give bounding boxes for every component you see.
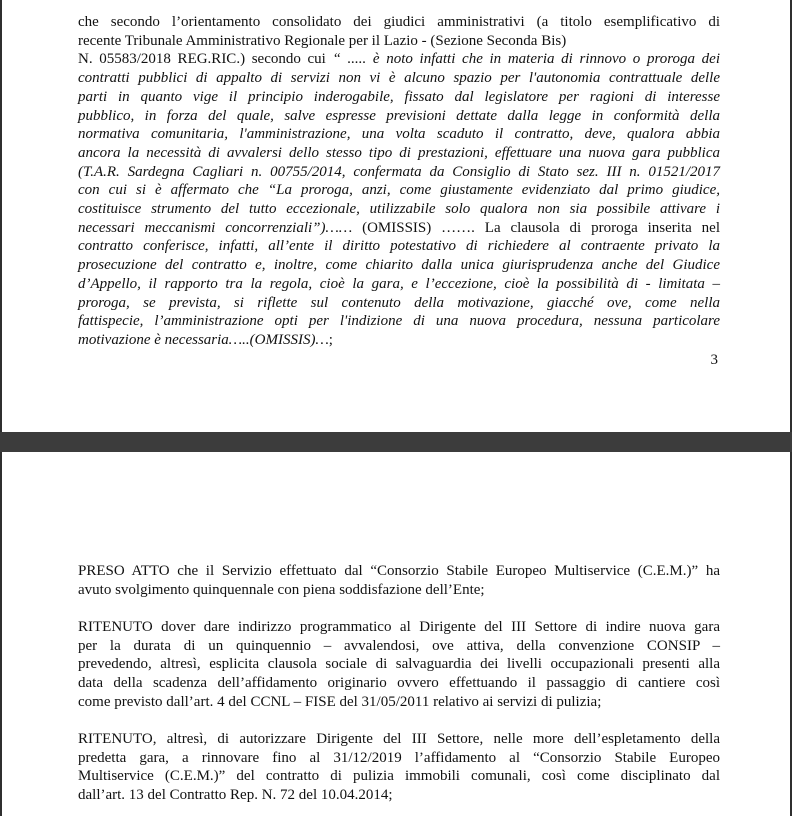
text-line: N. 05583/2018 REG.RIC.) secondo cui “ ..... è noto infatti che in materia di rinnovo o proroga dei <box>78 51 720 68</box>
text-line: con cui si è affermato che “La proroga, anzi, come giustamente evidenziato dal primo giudice, <box>78 182 720 199</box>
page-number: 3 <box>710 352 718 368</box>
paragraph-preso-atto <box>78 562 720 599</box>
text-line: per la durata di un quinquennio – avvalendosi, ove attiva, della convenzione CONSIP – <box>78 637 720 654</box>
text-line: predetta gara, a rinnovare fino al 31/12/2019 l’affidamento al “Consorzio Stabile Europeo <box>78 749 720 766</box>
text-line: normativa comunitaria, l'amministrazione, una volta scaduto il contratto, deve, qualora abbia <box>78 126 720 143</box>
text-line: come previsto dall’art. 4 del CCNL – FISE del 31/05/2011 relativo ai servizi di pulizia; <box>78 693 602 710</box>
legal-citation-text <box>78 13 720 350</box>
text-line: d’Appello, il rapporto tra la regola, cioè la gara, e l’eccezione, cioè la possibilità di - limitata – <box>78 275 720 292</box>
text-line: recente Tribunale Amministrativo Regionale per il Lazio - (Sezione Seconda Bis) <box>78 32 567 49</box>
text-line: costituisce strumento del tutto eccezionale, utilizzabile solo qualora non sia possibile attivare i <box>78 201 720 218</box>
text-line: prosecuzione del contratto e, inoltre, come chiarito dalla unica giurisprudenza anche del Giudice <box>78 257 720 274</box>
text-line: data della scadenza dell’affidamento originario ovvero effettuando il passaggio di cantiere così <box>78 675 720 692</box>
paragraph-ritenuto-indirizzo <box>78 618 720 712</box>
text-line: motivazione è necessaria…..(OMISSIS)…; <box>78 331 333 348</box>
text-line: pubblico, in forza del quale, salve espresse previsioni dettate dalla legge in conformità della <box>78 107 720 124</box>
paragraph-ritenuto-autorizzare <box>78 730 720 805</box>
text-line: Multiservice (C.E.M.)” del contratto di pulizia immobili comunali, così come disciplinato dal <box>78 768 720 785</box>
text-line: parti in quanto vige il principio inderogabile, fissato dal legislatore per ragioni di interesse <box>78 88 720 105</box>
text-line: proroga, se prevista, si riflette sul contenuto della motivazione, giacché ove, come nella <box>78 294 720 311</box>
text-line: fattispecie, l’amministrazione opti per l'indizione di una nuova procedura, nessuna particolare <box>78 313 720 330</box>
text-line: contratti pubblici di appalto di servizi non vi è alcuno spazio per l'autonomia contrattuale delle <box>78 70 720 87</box>
page-edge <box>0 452 2 816</box>
text-line: necessari meccanismi concorrenziali”)…… (OMISSIS) ……. La clausola di proroga inserita nel <box>78 219 720 236</box>
text-line: dall’art. 13 del Contratto Rep. N. 72 del 10.04.2014; <box>78 787 393 804</box>
text-line: prevedendo, altresì, esplicita clausola sociale di salvaguardia dei livelli occupazionali presenti alla <box>78 656 720 673</box>
text-line: che secondo l’orientamento consolidato dei giudici amministrativi (a titolo esemplificativo di <box>78 14 720 30</box>
text-line: avuto svolgimento quinquennale con piena soddisfazione dell’Ente; <box>78 581 485 598</box>
text-line: (T.A.R. Sardegna Cagliari n. 00755/2014, confermata da Consiglio di Stato sez. III n. 01521/2017 <box>78 163 720 180</box>
text-line: PRESO ATTO che il Servizio effettuato dal “Consorzio Stabile Europeo Multiservice (C.E.M.)” ha <box>78 563 720 579</box>
page-separator <box>0 432 792 452</box>
text-line: RITENUTO dover dare indirizzo programmatico al Dirigente del III Settore di indire nuova gara <box>78 619 720 635</box>
text-line: RITENUTO, altresì, di autorizzare Dirigente del III Settore, nelle more dell’espletamento della <box>78 731 720 747</box>
page-edge <box>0 0 2 432</box>
text-line: contratto conferisce, infatti, all’ente il diritto potestativo di richiedere al contraente privato la <box>78 238 720 255</box>
text-line: ancora la necessità di avvalersi dello stesso tipo di prestazioni, effettuare una nuova gara pubblica <box>78 144 720 161</box>
